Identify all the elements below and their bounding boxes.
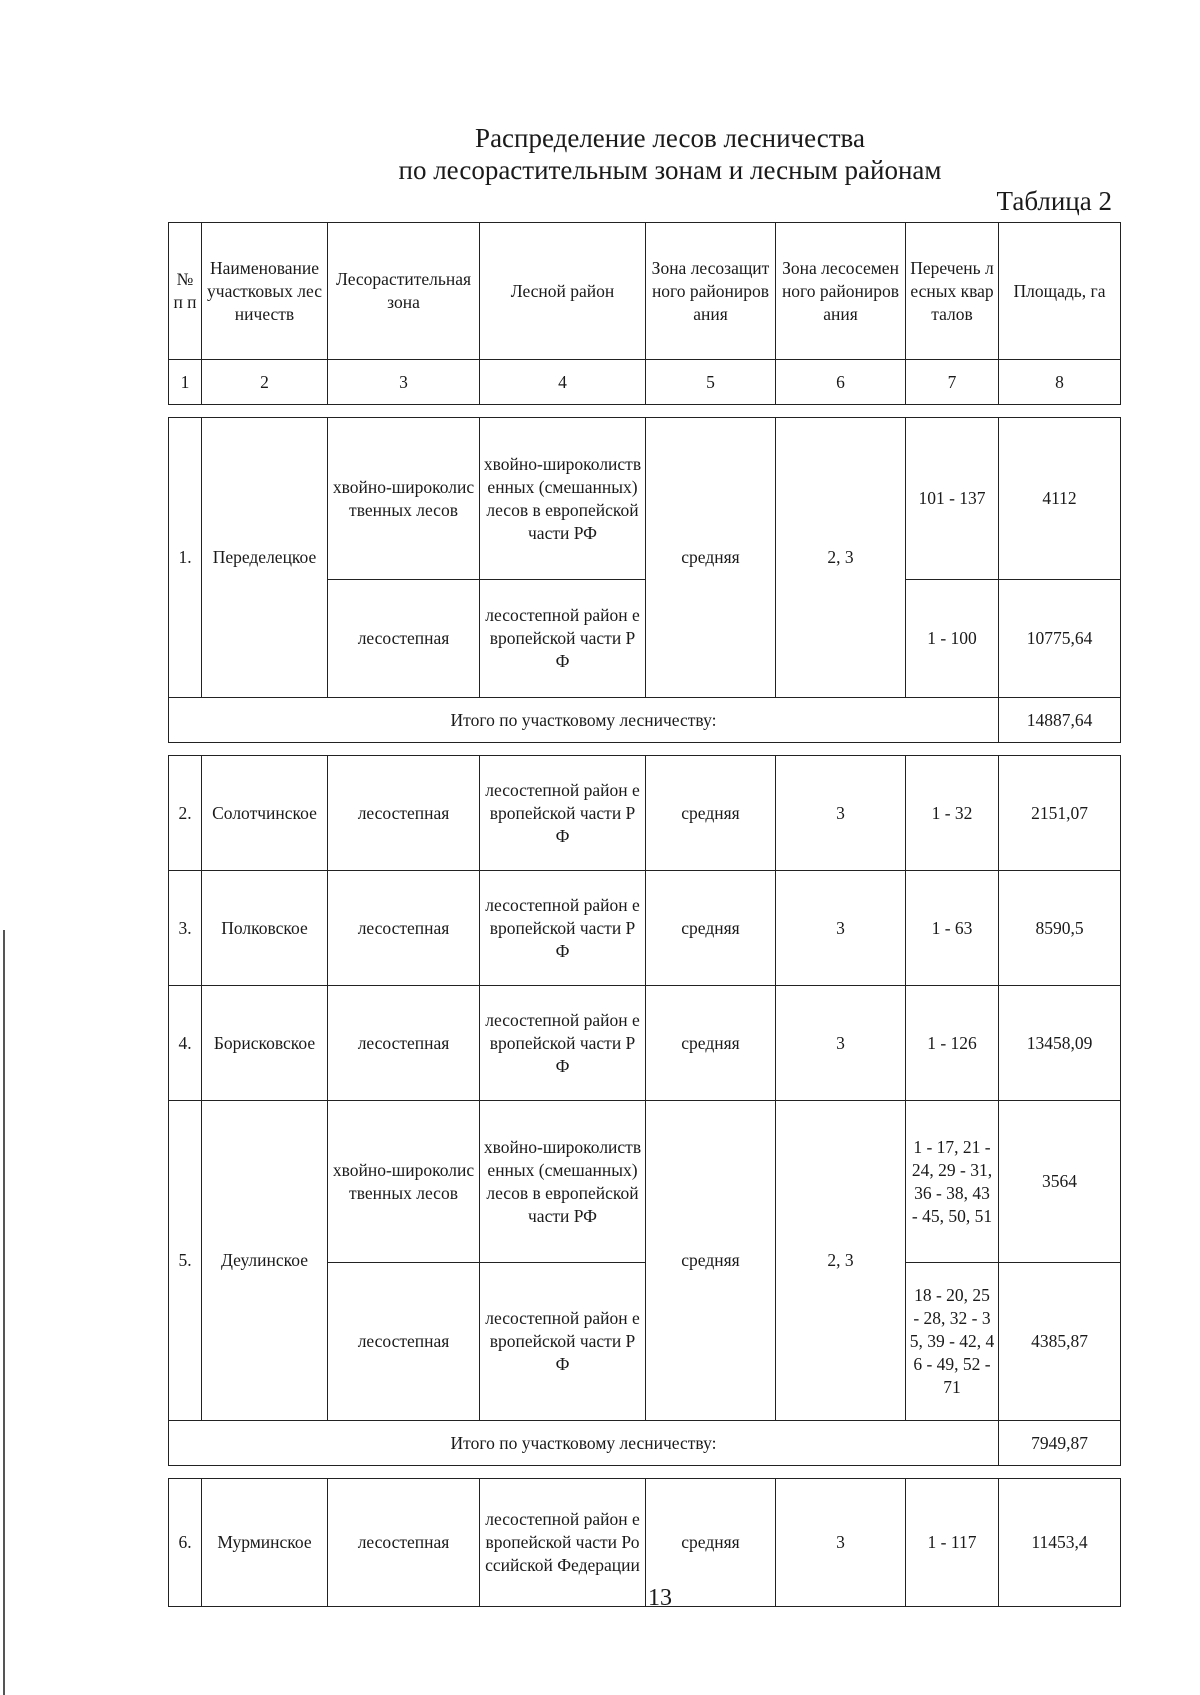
forest-region: лесостепной район европейской части Российской Федерации [480, 1479, 646, 1607]
header-vegetation-zone: Лесорастительная зона [328, 223, 480, 360]
row-separator [169, 1466, 1121, 1479]
protection-zone: средняя [646, 986, 776, 1101]
row-number: 1. [169, 418, 202, 698]
area: 2151,07 [999, 756, 1121, 871]
header-forestry-name: Наименование участковых лесничеств [202, 223, 328, 360]
forest-region: лесостепной район европейской части РФ [480, 1263, 646, 1421]
column-number: 3 [328, 360, 480, 405]
area: 13458,09 [999, 986, 1121, 1101]
quarters: 1 - 117 [906, 1479, 999, 1607]
forest-region: лесостепной район европейской части РФ [480, 871, 646, 986]
vegetation-zone: лесостепная [328, 1263, 480, 1421]
title-line-2: по лесорастительным зонам и лесным районам [398, 155, 942, 185]
forest-distribution-table [168, 222, 1121, 1607]
quarters: 101 - 137 [906, 418, 999, 580]
area: 3564 [999, 1101, 1121, 1263]
protection-zone: средняя [646, 1101, 776, 1421]
row-number: 2. [169, 756, 202, 871]
forestry-name: Борисковское [202, 986, 328, 1101]
table-label: Таблица 2 [996, 186, 1112, 216]
row-number: 6. [169, 1479, 202, 1607]
protection-zone: средняя [646, 871, 776, 986]
seed-zone: 3 [776, 756, 906, 871]
seed-zone: 3 [776, 871, 906, 986]
column-number: 6 [776, 360, 906, 405]
protection-zone: средняя [646, 418, 776, 698]
column-number: 4 [480, 360, 646, 405]
seed-zone: 3 [776, 1479, 906, 1607]
subtotal-value: 7949,87 [999, 1421, 1121, 1466]
forestry-name: Мурминское [202, 1479, 328, 1607]
column-number: 5 [646, 360, 776, 405]
table-row [169, 418, 1121, 580]
forestry-name: Солотчинское [202, 756, 328, 871]
forest-region: хвойно-широколиственных (смешанных) лесов в европейской части РФ [480, 418, 646, 580]
header-number: № п п [169, 223, 202, 360]
vegetation-zone: хвойно-широколиственных лесов [328, 418, 480, 580]
table-header-row [169, 223, 1121, 360]
seed-zone: 2, 3 [776, 1101, 906, 1421]
forestry-name: Деулинское [202, 1101, 328, 1421]
header-protection-zone: Зона лесозащитного районирования [646, 223, 776, 360]
table-row [169, 1101, 1121, 1263]
area: 11453,4 [999, 1479, 1121, 1607]
subtotal-row [169, 698, 1121, 743]
header-quarters: Перечень лесных кварталов [906, 223, 999, 360]
column-number: 2 [202, 360, 328, 405]
quarters: 1 - 126 [906, 986, 999, 1101]
forest-region: лесостепной район европейской части РФ [480, 986, 646, 1101]
row-separator [169, 405, 1121, 418]
vegetation-zone: лесостепная [328, 871, 480, 986]
quarters: 18 - 20, 25 - 28, 32 - 35, 39 - 42, 46 - 49, 52 - 71 [906, 1263, 999, 1421]
table-row [169, 756, 1121, 871]
vegetation-zone: лесостепная [328, 1479, 480, 1607]
column-number: 8 [999, 360, 1121, 405]
quarters: 1 - 32 [906, 756, 999, 871]
row-number: 3. [169, 871, 202, 986]
subtotal-row [169, 1421, 1121, 1466]
subtotal-label: Итого по участковому лесничеству: [169, 698, 999, 743]
document-title [0, 122, 1200, 186]
forestry-name: Полковское [202, 871, 328, 986]
vegetation-zone: лесостепная [328, 986, 480, 1101]
subtotal-value: 14887,64 [999, 698, 1121, 743]
row-number: 4. [169, 986, 202, 1101]
title-line-1: Распределение лесов лесничества [475, 123, 865, 153]
quarters: 1 - 63 [906, 871, 999, 986]
table-row [169, 986, 1121, 1101]
table-row [169, 871, 1121, 986]
area: 4385,87 [999, 1263, 1121, 1421]
forest-region: лесостепной район европейской части РФ [480, 756, 646, 871]
column-number: 7 [906, 360, 999, 405]
seed-zone: 2, 3 [776, 418, 906, 698]
scan-margin-line [3, 930, 5, 1695]
row-separator [169, 743, 1121, 756]
vegetation-zone: лесостепная [328, 756, 480, 871]
quarters: 1 - 100 [906, 580, 999, 698]
forest-region: хвойно-широколиственных (смешанных) лесов в европейской части РФ [480, 1101, 646, 1263]
forestry-name: Переделецкое [202, 418, 328, 698]
protection-zone: средняя [646, 1479, 776, 1607]
column-number: 1 [169, 360, 202, 405]
area: 8590,5 [999, 871, 1121, 986]
vegetation-zone: лесостепная [328, 580, 480, 698]
row-number: 5. [169, 1101, 202, 1421]
page-number: 13 [648, 1585, 672, 1611]
header-seed-zone: Зона лесосеменного районирования [776, 223, 906, 360]
protection-zone: средняя [646, 756, 776, 871]
area: 10775,64 [999, 580, 1121, 698]
header-forest-region: Лесной район [480, 223, 646, 360]
subtotal-label: Итого по участковому лесничеству: [169, 1421, 999, 1466]
forest-region: лесостепной район европейской части РФ [480, 580, 646, 698]
seed-zone: 3 [776, 986, 906, 1101]
vegetation-zone: хвойно-широколиственных лесов [328, 1101, 480, 1263]
column-number-row [169, 360, 1121, 405]
quarters: 1 - 17, 21 - 24, 29 - 31, 36 - 38, 43 - 45, 50, 51 [906, 1101, 999, 1263]
header-area: Площадь, га [999, 223, 1121, 360]
area: 4112 [999, 418, 1121, 580]
